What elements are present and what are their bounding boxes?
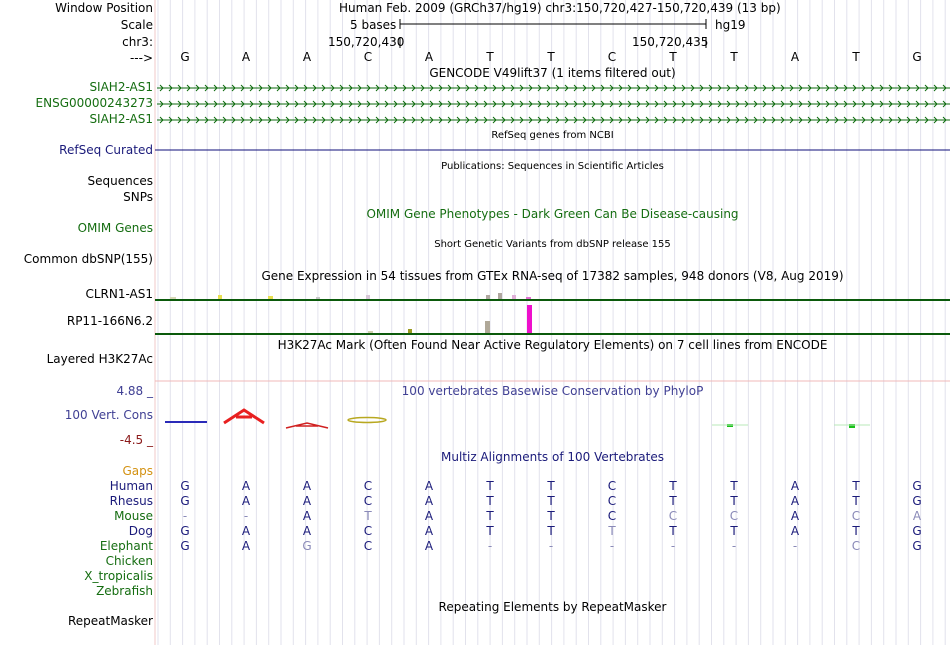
alignment-base: G (180, 494, 190, 508)
alignment-base: A (424, 539, 434, 553)
cons-track-title[interactable]: 100 vertebrates Basewise Conservation by PhyloP (401, 384, 704, 398)
alignment-base: T (547, 509, 555, 523)
alignment-base: T (669, 524, 677, 538)
gtex-expression-bars (155, 293, 950, 334)
ref-base: G (180, 50, 190, 64)
omim-track-title[interactable]: OMIM Gene Phenotypes - Dark Green Can Be Disease-causing (366, 207, 739, 221)
scale-bar (400, 19, 706, 29)
alignment-base: A (302, 509, 312, 523)
alignment-base: A (790, 494, 800, 508)
refseq-curated-label[interactable]: RefSeq Curated (59, 143, 153, 157)
species-label-dog[interactable]: Dog (128, 524, 153, 538)
omim-genes-label[interactable]: OMIM Genes (77, 221, 153, 235)
alignment-base: T (486, 524, 494, 538)
species-label-elephant[interactable]: Elephant (99, 539, 153, 553)
alignment-base: C (607, 509, 617, 523)
coord-left: 150,720,430 (328, 35, 405, 49)
conservation-logos (165, 410, 870, 428)
alignment-base: T (486, 479, 494, 493)
scale-assembly: hg19 (715, 18, 746, 32)
alignment-base: - (731, 539, 737, 553)
gtex-item-rp11[interactable]: RP11-166N6.2 (66, 314, 153, 328)
ref-base: A (790, 50, 800, 64)
scale-value: 5 bases (350, 18, 397, 32)
ref-base: A (424, 50, 434, 64)
common-dbsnp-label[interactable]: Common dbSNP(155) (23, 252, 153, 266)
alignment-base: T (730, 479, 738, 493)
alignment-base: G (912, 524, 922, 538)
alignment-base: A (424, 524, 434, 538)
alignment-base: C (607, 479, 617, 493)
alignment-base: - (609, 539, 615, 553)
alignment-base: A (241, 524, 251, 538)
alignment-base: G (912, 479, 922, 493)
alignment-base: A (241, 539, 251, 553)
alignment-base: A (302, 524, 312, 538)
alignment-base: - (670, 539, 676, 553)
alignment-base: T (486, 509, 494, 523)
alignment-base: - (182, 509, 188, 523)
snps-label[interactable]: SNPs (123, 190, 153, 204)
gencode-item-siah2-as1-1[interactable]: SIAH2-AS1 (89, 80, 153, 94)
strand-label: ---> (129, 51, 153, 65)
alignment-base: G (180, 539, 190, 553)
alignment-base: C (729, 509, 739, 523)
species-label-zebrafish[interactable]: Zebrafish (96, 584, 153, 598)
alignment-base: T (852, 479, 860, 493)
species-label-human[interactable]: Human (109, 479, 153, 493)
alignment-base: T (730, 524, 738, 538)
alignment-base: T (852, 524, 860, 538)
sequences-label[interactable]: Sequences (87, 174, 153, 188)
alignment-base: C (607, 494, 617, 508)
gaps-label: Gaps (122, 464, 153, 478)
ref-base: T (852, 50, 860, 64)
chrom-label: chr3: (122, 35, 153, 49)
ref-base: T (547, 50, 555, 64)
alignment-base: A (790, 479, 800, 493)
gencode-track-title[interactable]: GENCODE V49lift37 (1 items filtered out) (429, 66, 676, 80)
window-position-value: Human Feb. 2009 (GRCh37/hg19) chr3:150,720,427-150,720,439 (13 bp) (339, 1, 781, 15)
alignment-base: A (424, 509, 434, 523)
gencode-gene-features (157, 85, 950, 123)
alignment-base: - (243, 509, 249, 523)
alignment-base: G (180, 524, 190, 538)
repeatmasker-track-title[interactable]: Repeating Elements by RepeatMasker (438, 600, 667, 614)
alignment-base: C (851, 509, 861, 523)
alignment-base: - (548, 539, 554, 553)
alignment-base: T (547, 494, 555, 508)
alignment-base: T (730, 494, 738, 508)
alignment-base: G (912, 494, 922, 508)
cons-max-label: 4.88 _ (116, 384, 153, 398)
alignment-base: A (302, 494, 312, 508)
alignment-base: A (241, 479, 251, 493)
multiz-track-title[interactable]: Multiz Alignments of 100 Vertebrates (440, 450, 665, 464)
species-label-chicken[interactable]: Chicken (105, 554, 153, 568)
species-label-x_tropicalis[interactable]: X_tropicalis (84, 569, 153, 583)
ref-base: G (912, 50, 922, 64)
dbsnp-track-title[interactable]: Short Genetic Variants from dbSNP release 155 (434, 239, 671, 250)
cons-track-label[interactable]: 100 Vert. Cons (64, 408, 153, 422)
ref-base: C (363, 50, 373, 64)
species-label-mouse[interactable]: Mouse (114, 509, 153, 523)
alignment-base: T (608, 524, 616, 538)
alignment-base: A (912, 509, 922, 523)
gencode-item-ensg[interactable]: ENSG00000243273 (35, 96, 153, 110)
species-label-rhesus[interactable]: Rhesus (109, 494, 153, 508)
scale-label: Scale (120, 18, 153, 32)
alignment-base: G (302, 539, 312, 553)
alignment-base: A (424, 479, 434, 493)
window-position-label: Window Position (55, 1, 153, 15)
alignment-base: T (364, 509, 372, 523)
layered-h3k27ac-label[interactable]: Layered H3K27Ac (46, 352, 153, 366)
alignment-base: C (363, 494, 373, 508)
ref-base: T (669, 50, 677, 64)
gencode-item-siah2-as1-2[interactable]: SIAH2-AS1 (89, 112, 153, 126)
ref-base: A (241, 50, 251, 64)
alignment-base: G (912, 539, 922, 553)
gtex-item-clrn1-as1[interactable]: CLRN1-AS1 (85, 287, 153, 301)
alignment-base: A (241, 494, 251, 508)
refseq-track-title[interactable]: RefSeq genes from NCBI (491, 130, 614, 141)
ref-base: C (607, 50, 617, 64)
alignment-base: C (363, 524, 373, 538)
alignment-base: T (547, 479, 555, 493)
alignment-base: T (669, 494, 677, 508)
ref-base: T (730, 50, 738, 64)
publications-track-title[interactable]: Publications: Sequences in Scientific Articles (441, 161, 664, 172)
ref-base: A (302, 50, 312, 64)
alignment-base: T (852, 494, 860, 508)
alignment-base: C (851, 539, 861, 553)
alignment-base: A (302, 479, 312, 493)
alignment-base: C (363, 539, 373, 553)
cons-min-label: -4.5 _ (119, 433, 153, 447)
alignment-base: A (424, 494, 434, 508)
alignment-base: A (790, 509, 800, 523)
h3k27ac-track-title[interactable]: H3K27Ac Mark (Often Found Near Active Regulatory Elements) on 7 cell lines from ENCODE (277, 338, 828, 352)
gtex-track-title[interactable]: Gene Expression in 54 tissues from GTEx RNA-seq of 17382 samples, 948 donors (V8, Aug 2019) (261, 269, 844, 283)
ref-base: T (486, 50, 494, 64)
alignment-base: T (669, 479, 677, 493)
alignment-base: C (668, 509, 678, 523)
alignment-base: T (486, 494, 494, 508)
repeatmasker-label[interactable]: RepeatMasker (67, 614, 153, 628)
alignment-base: T (547, 524, 555, 538)
alignment-base: G (180, 479, 190, 493)
alignment-base: - (792, 539, 798, 553)
alignment-base: - (487, 539, 493, 553)
alignment-base: C (363, 479, 373, 493)
coord-right: 150,720,435 (632, 35, 709, 49)
alignment-base: A (790, 524, 800, 538)
